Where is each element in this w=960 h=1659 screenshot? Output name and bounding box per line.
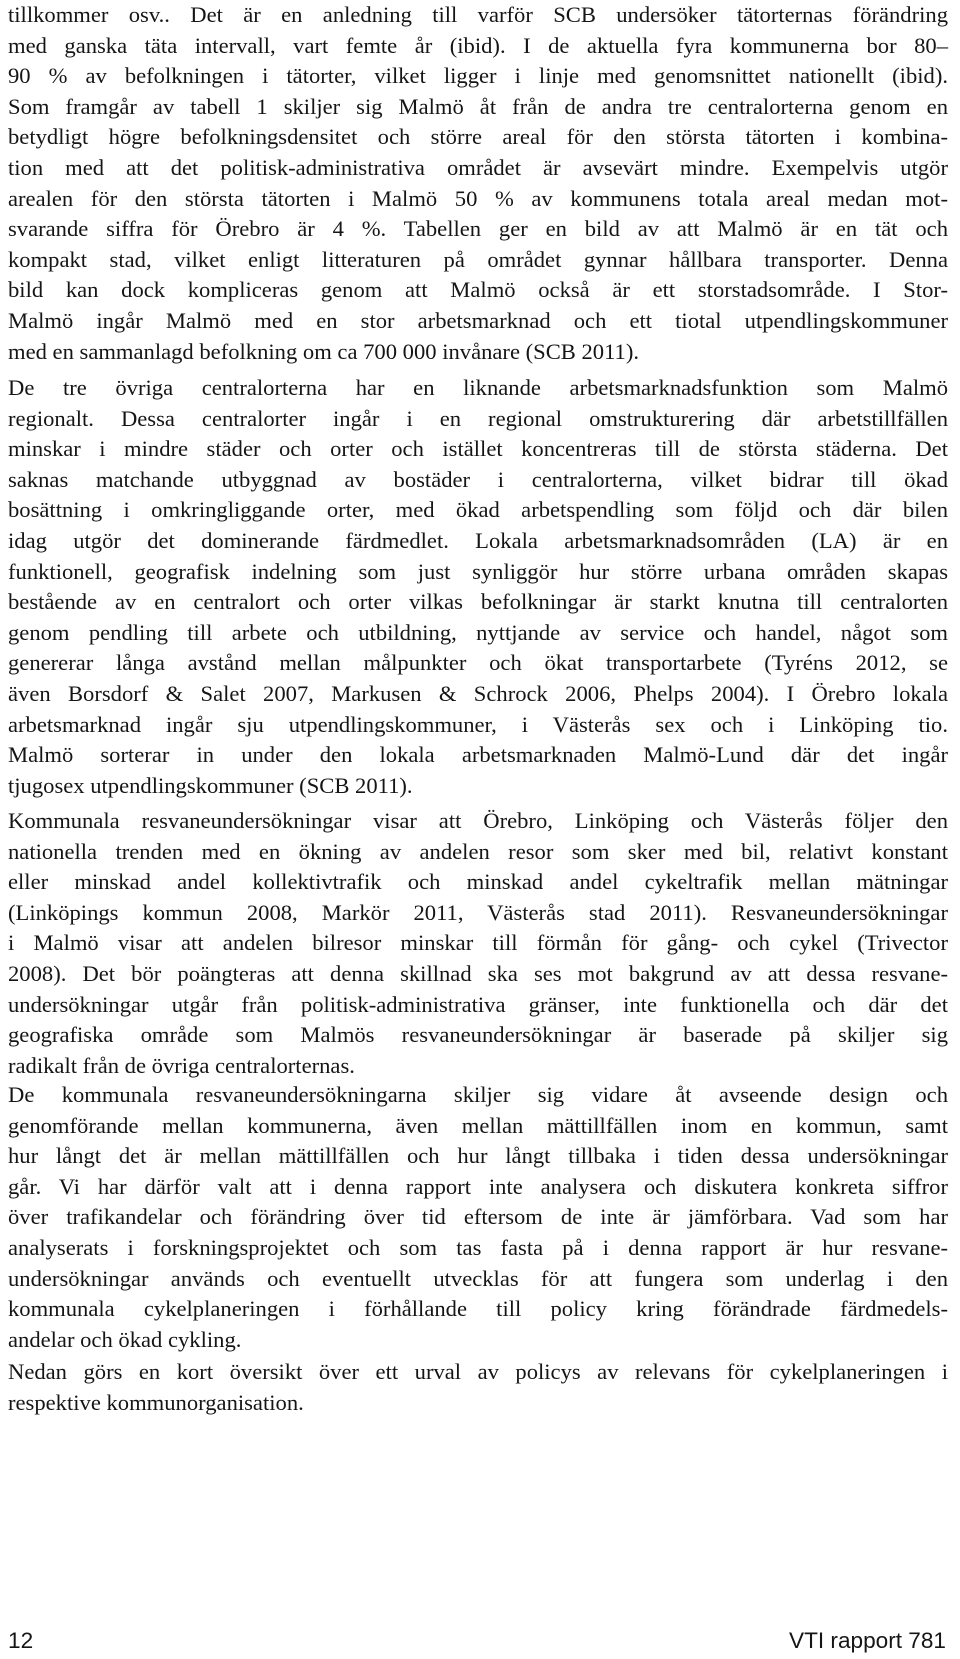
report-name: VTI rapport 781 [789, 1628, 946, 1653]
text-line: saknas matchande utbyggnad av bostäder i centralorterna, vilket bidrar till ökad [8, 466, 948, 492]
text-line: med en sammanlagd befolkning om ca 700 000 invånare (SCB 2011). [8, 338, 640, 364]
text-line: Malmö sorterar in under den lokala arbetsmarknaden Malmö-Lund där det ingår [8, 742, 948, 768]
text-line: 2008). Det bör poängteras att denna skillnad ska ses mot bakgrund av att dessa resvane- [8, 960, 948, 986]
text-line: Malmö ingår Malmö med en stor arbetsmarknad och ett tiotal utpendlingskommuner [8, 307, 948, 333]
page-footer [0, 1626, 960, 1656]
text-line: respektive kommunorganisation. [8, 1389, 304, 1415]
text-line: (Linköpings kommun 2008, Markör 2011, Västerås stad 2011). Resvaneundersökningar [8, 899, 948, 925]
text-line: funktionell, geografisk indelning som just synliggör hur större urbana områden skapas [8, 558, 948, 584]
text-line: bosättning i omkringliggande orter, med ökad arbetspendling som följd och där bilen [8, 497, 948, 523]
text-line: tillkommer osv.. Det är en anledning till varför SCB undersöker tätorternas förändring [8, 2, 948, 27]
text-line: genom pendling till arbete och utbildning, nyttjande av service och handel, något som [8, 619, 948, 645]
paragraph-1 [8, 0, 948, 367]
text-line: går. Vi har därför valt att i denna rapport inte analysera och diskutera konkreta siffror [8, 1173, 948, 1199]
page-number: 12 [8, 1628, 34, 1653]
text-line: i Malmö visar att andelen bilresor minskar till förmån för gång- och cykel (Trivector [8, 930, 948, 956]
text-line: analyserats i forskningsprojektet och som tas fasta på i denna rapport är hur resvane- [8, 1234, 948, 1260]
text-line: även Borsdorf & Salet 2007, Markusen & Schrock 2006, Phelps 2004). I Örebro lokala [8, 680, 948, 706]
text-line: idag utgör det dominerande färdmedlet. Lokala arbetsmarknadsområden (LA) är en [8, 527, 948, 553]
text-line: undersökningar utgår från politisk-administrativa gränser, inte funktionella och där det [8, 991, 948, 1017]
text-line: andelar och ökad cykling. [8, 1326, 242, 1352]
text-line: nationella trenden med en ökning av andelen resor som sker med bil, relativt konstant [8, 838, 948, 864]
paragraph-5 [8, 1357, 948, 1418]
paragraph-2 [8, 373, 948, 801]
text-line: Nedan görs en kort översikt över ett urval av policys av relevans för cykelplaneringen i [8, 1359, 948, 1384]
text-line: minskar i mindre städer och orter och istället koncentreras till de största städerna. Det [8, 436, 948, 462]
text-line: bestående av en centralort och orter vilkas befolkningar är starkt knutna till centralorten [8, 589, 948, 615]
paragraph-3 [8, 806, 948, 1081]
text-line: bild kan dock kompliceras genom att Malmö också är ett storstadsområde. I Stor- [8, 277, 948, 303]
text-line: genererar långa avstånd mellan målpunkter och ökat transportarbete (Tyréns 2012, se [8, 650, 948, 676]
text-line: genomförande mellan kommunerna, även mellan mättillfällen inom en kommun, samt [8, 1112, 948, 1138]
text-line: undersökningar används och eventuellt utvecklas för att fungera som underlag i den [8, 1265, 948, 1291]
text-line: De tre övriga centralorterna har en liknande arbetsmarknadsfunktion som Malmö [8, 375, 948, 400]
text-line: regionalt. Dessa centralorter ingår i en regional omstrukturering där arbetstillfällen [8, 405, 948, 431]
paragraph-4 [8, 1080, 948, 1355]
text-line: svarande siffra för Örebro är 4 %. Tabellen ger en bild av att Malmö är en tät och [8, 216, 948, 242]
text-line: över trafikandelar och förändring över tid eftersom de inte är jämförbara. Vad som har [8, 1204, 948, 1230]
text-line: Som framgår av tabell 1 skiljer sig Malmö åt från de andra tre centralorterna genom en [8, 93, 948, 119]
text-line: kommunala cykelplaneringen i förhållande till policy kring förändrade färdmedels- [8, 1296, 948, 1322]
text-line: radikalt från de övriga centralorternas. [8, 1052, 355, 1078]
text-line: De kommunala resvaneundersökningarna skiljer sig vidare åt avseende design och [8, 1082, 948, 1107]
text-line: betydligt högre befolkningsdensitet och större areal för den största tätorten i kombina- [8, 124, 948, 150]
text-line: eller minskad andel kollektivtrafik och minskad andel cykeltrafik mellan mätningar [8, 869, 948, 895]
text-line: Kommunala resvaneundersökningar visar att Örebro, Linköping och Västerås följer den [8, 808, 948, 833]
text-line: tjugosex utpendlingskommuner (SCB 2011). [8, 772, 413, 798]
text-line: arbetsmarknad ingår sju utpendlingskommuner, i Västerås sex och i Linköping tio. [8, 711, 948, 737]
text-line: kompakt stad, vilket enligt litteraturen på området gynnar hållbara transporter. Denna [8, 246, 948, 272]
text-line: arealen för den största tätorten i Malmö 50 % av kommunens totala areal medan mot- [8, 185, 948, 211]
text-line: 90 % av befolkningen i tätorter, vilket ligger i linje med genomsnittet nationellt (ibid). [8, 63, 948, 89]
text-line: hur långt det är mellan mättillfällen och hur långt tillbaka i tiden dessa undersökningar [8, 1143, 948, 1169]
text-line: tion med att det politisk-administrativa området är avsevärt mindre. Exempelvis utgör [8, 154, 948, 180]
text-line: geografiska område som Malmös resvaneundersökningar är baserade på skiljer sig [8, 1022, 948, 1048]
text-line: med ganska täta intervall, vart femte år (ibid). I de aktuella fyra kommunerna bor 80– [8, 32, 948, 58]
